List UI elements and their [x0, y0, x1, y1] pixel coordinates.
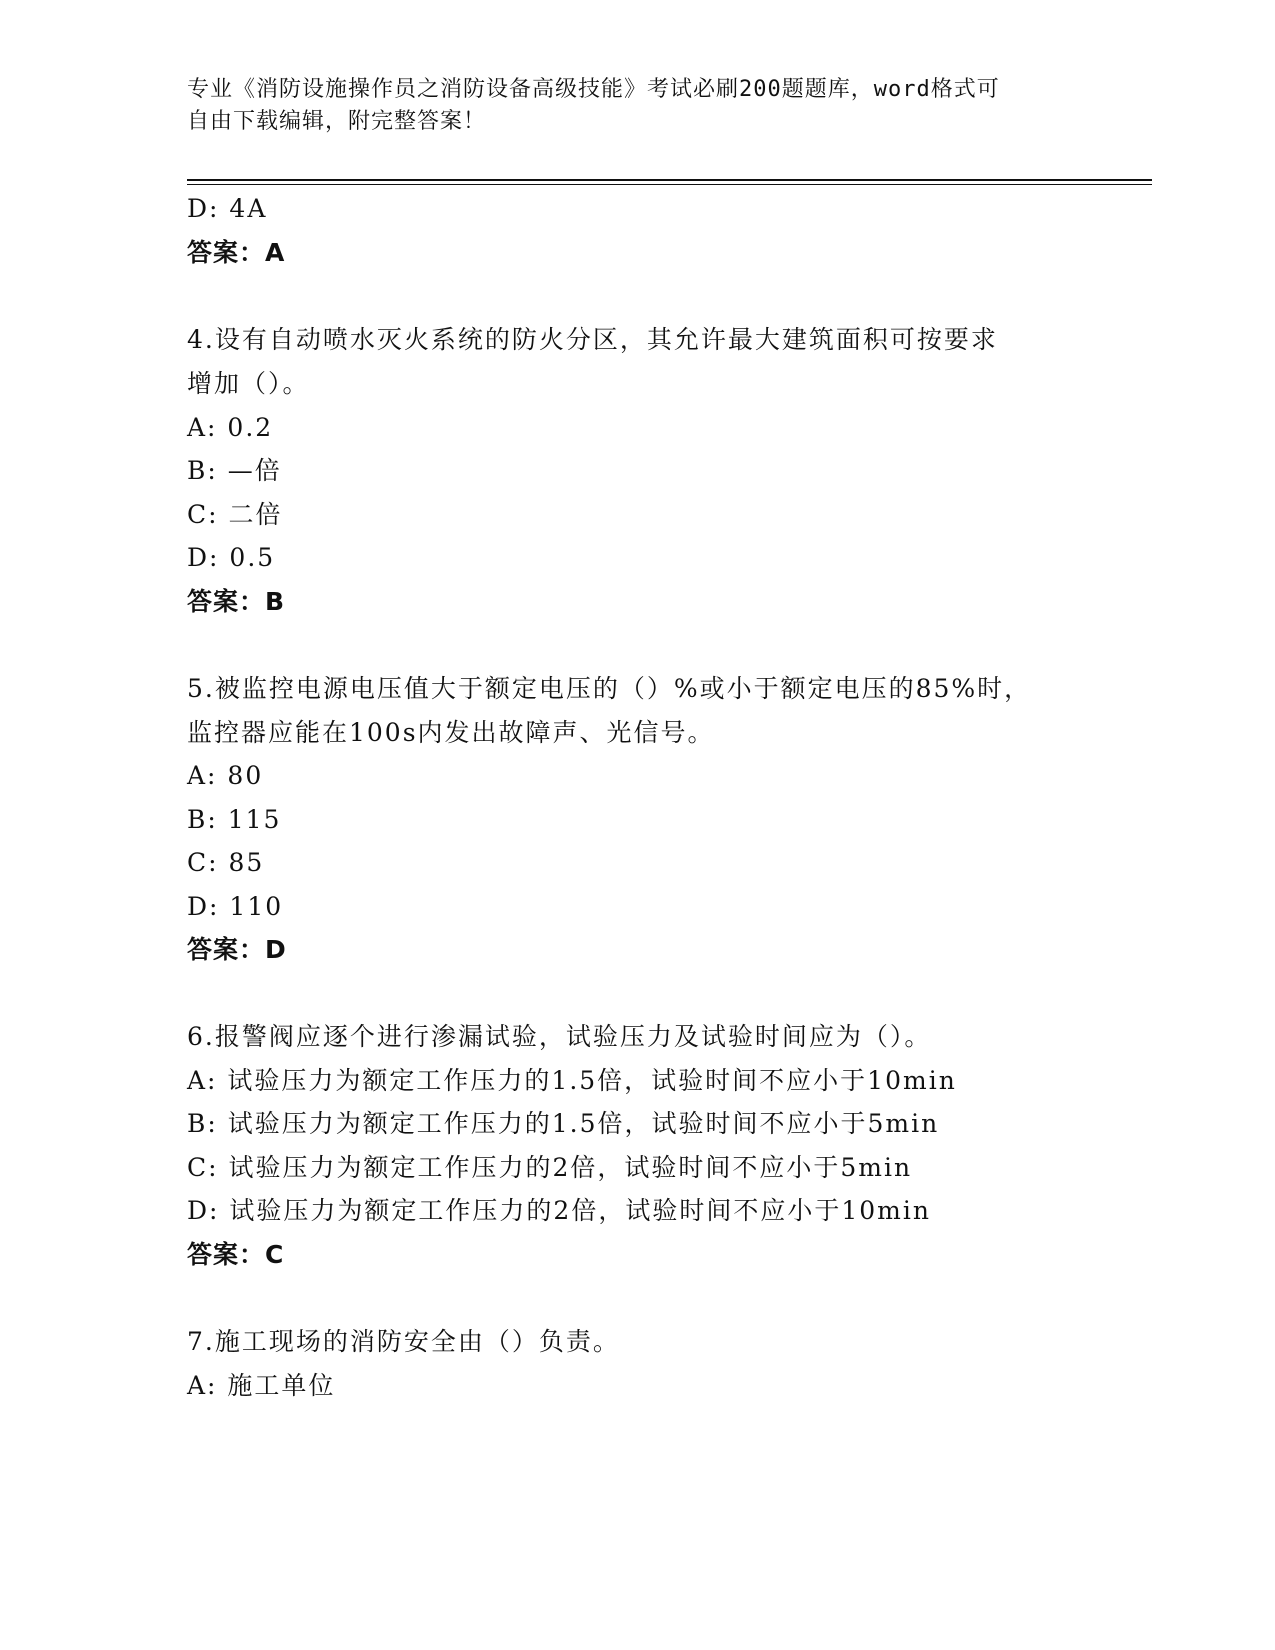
q4-stem-line-2: 增加（）。: [187, 369, 310, 398]
header-divider-thin: [187, 184, 1152, 185]
q4-option-c: C: 二倍: [187, 500, 283, 529]
q5-stem-line-1: 5.被监控电源电压值大于额定电压的（）%或小于额定电压的85%时，: [187, 674, 1032, 703]
q4-option-a: A: 0.2: [187, 413, 274, 442]
q6-option-d: D: 试验压力为额定工作压力的2倍，试验时间不应小于10min: [187, 1196, 931, 1225]
q5-answer: 答案：D: [187, 935, 287, 964]
header-line-2: 自由下载编辑，附完整答案！: [187, 109, 487, 134]
q5-option-b: B: 115: [187, 805, 282, 834]
q6-answer: 答案：C: [187, 1240, 285, 1269]
q7-option-a: A: 施工单位: [187, 1371, 336, 1400]
q7-stem: 7.施工现场的消防安全由（）负责。: [187, 1327, 620, 1356]
q5-option-c: C: 85: [187, 848, 265, 877]
q5-stem-line-2: 监控器应能在100s内发出故障声、光信号。: [187, 718, 715, 747]
q4-option-d: D: 0.5: [187, 543, 276, 572]
document-header: [187, 74, 1087, 138]
q5-option-a: A: 80: [187, 761, 264, 790]
q4-stem-line-1: 4.设有自动喷水灭火系统的防火分区，其允许最大建筑面积可按要求: [187, 325, 998, 354]
q5-option-d: D: 110: [187, 892, 284, 921]
prev-answer: 答案：A: [187, 238, 286, 267]
prev-option-d: D: 4A: [187, 194, 268, 223]
q4-answer: 答案：B: [187, 587, 286, 616]
q4-option-b: B: —倍: [187, 456, 282, 485]
header-line-1: 专业《消防设施操作员之消防设备高级技能》考试必刷200题题库，word格式可: [187, 77, 1000, 102]
q6-option-b: B: 试验压力为额定工作压力的1.5倍，试验时间不应小于5min: [187, 1109, 940, 1138]
q6-option-a: A: 试验压力为额定工作压力的1.5倍，试验时间不应小于10min: [187, 1066, 957, 1095]
q6-option-c: C: 试验压力为额定工作压力的2倍，试验时间不应小于5min: [187, 1153, 913, 1182]
q6-stem: 6.报警阀应逐个进行渗漏试验，试验压力及试验时间应为（）。: [187, 1022, 932, 1051]
header-divider-thick: [187, 179, 1152, 181]
